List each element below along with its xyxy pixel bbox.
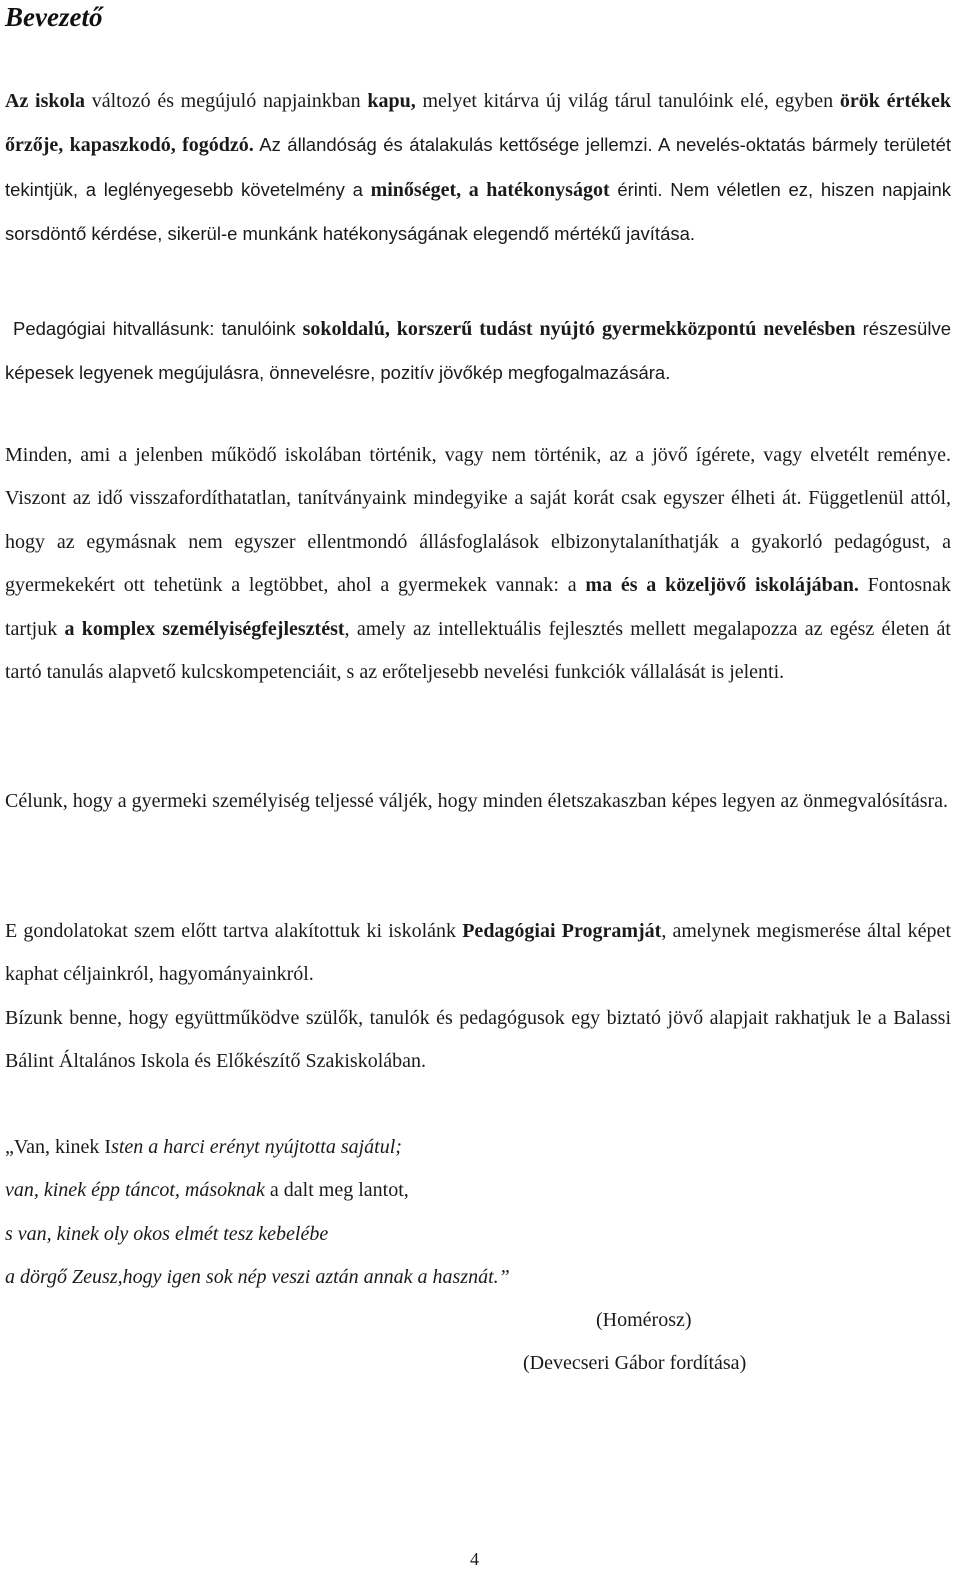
creed-text: sokoldalú, korszerű tudást nyújtó gyermekközpontú nevelésben <box>302 318 856 340</box>
trust-paragraph: Bízunk benne, hogy együttműködve szülők, tanulók és pedagógusok egy biztató jövő alapjait rakhatjuk le a Balassi Bálint Általános Iskola és Előkészítő Szakiskolában. <box>5 1007 951 1073</box>
poem-fragment: a dörgő Zeusz,hogy igen sok nép veszi aztán annak a hasznát.” <box>5 1266 510 1289</box>
future-paragraph <box>5 434 951 694</box>
program-text: Pedagógiai Programját <box>462 920 662 942</box>
creed-text: részesülve képesek legyenek megújulásra, önnevelésre, pozitív jövőkép megfogalmazására. <box>5 318 951 384</box>
section-heading: Bevezető <box>5 2 103 32</box>
poem-fragment: „Van, kinek I <box>5 1136 112 1158</box>
poem-line <box>5 1126 905 1169</box>
creed-text: Pedagógiai hitvallásunk: tanulóink <box>13 318 303 339</box>
intro-text: Az állandóság és átalakulás kettősége jellemzi. A nevelés-oktatás bármely területét tekintjük, a leglényegesebb követelmény a <box>5 134 951 200</box>
page-number: 4 <box>470 1549 479 1569</box>
future-text: Minden, ami a jelenben működő iskolában történik, vagy nem történik, az a jövő ígérete, vagy elvetélt reménye. Viszont az idő visszafordíthatatlan, tanítványaink mindegyike a saját korát csak egyszer élheti át. Függetlenül attól, hogy az egymásnak nem egyszer ellentmondó állásfoglalások elbizonytalaníthatják a gyakorló pedagógust, a gyermekekért ott tehetünk a legtöbbet, ahol a gyermekek vannak: a <box>5 444 951 597</box>
poem-translator: (Devecseri Gábor fordítása) <box>523 1352 747 1374</box>
future-text: a komplex személyiségfejlesztést <box>64 617 345 640</box>
poem-quote <box>5 1126 905 1300</box>
goal-paragraph: Célunk, hogy a gyermeki személyiség teljessé váljék, hogy minden életszakaszban képes legyen az önmegvalósításra. <box>5 790 949 812</box>
future-text: ma és a közeljövő iskolájában. <box>585 574 859 597</box>
intro-text: melyet kitárva új világ tárul tanulóink elé, egyben <box>415 90 840 112</box>
future-text: , amely az intellektuális fejlesztés mellett megalapozza az egész életen át tartó tanulás alapvető kulcskompetenciáit, s az erőteljesebb nevelési funkciók vállalását is jelenti. <box>5 617 951 684</box>
poem-fragment: van, kinek épp táncot, másoknak <box>5 1179 265 1202</box>
poem-line <box>5 1213 905 1256</box>
poem-line <box>5 1169 905 1212</box>
program-text: E gondolatokat szem előtt tartva alakítottuk ki iskolánk <box>5 920 463 942</box>
poem-fragment: sten a harci erényt nyújtotta sajátul; <box>111 1136 402 1158</box>
poem-author: (Homérosz) <box>596 1309 692 1331</box>
intro-text: kapu, <box>367 90 416 112</box>
intro-text: változó és megújuló napjainkban <box>85 90 368 112</box>
poem-fragment: s van, kinek oly okos elmét tesz kebelébe <box>5 1222 329 1245</box>
intro-text: minőséget, a hatékonyságot <box>370 178 610 201</box>
intro-text: érinti. Nem véletlen ez, hiszen napjaink sorsdöntő kérdése, sikerül-e munkánk hatékonyságának elegendő mértékű javítása. <box>5 178 952 245</box>
intro-text: örök értékek őrzője, kapaszkodó, fogódzó. <box>5 90 951 157</box>
creed-paragraph <box>5 307 951 396</box>
program-paragraph <box>5 910 951 997</box>
poem-fragment: a dalt meg lantot, <box>264 1179 409 1202</box>
program-text: , amelynek megismerése által képet kaphat céljainkról, hagyományainkról. <box>5 920 951 986</box>
future-text: Fontosnak tartjuk <box>5 574 952 640</box>
poem-line <box>5 1256 905 1299</box>
intro-text: Az iskola <box>5 90 86 112</box>
intro-paragraph <box>5 80 951 257</box>
